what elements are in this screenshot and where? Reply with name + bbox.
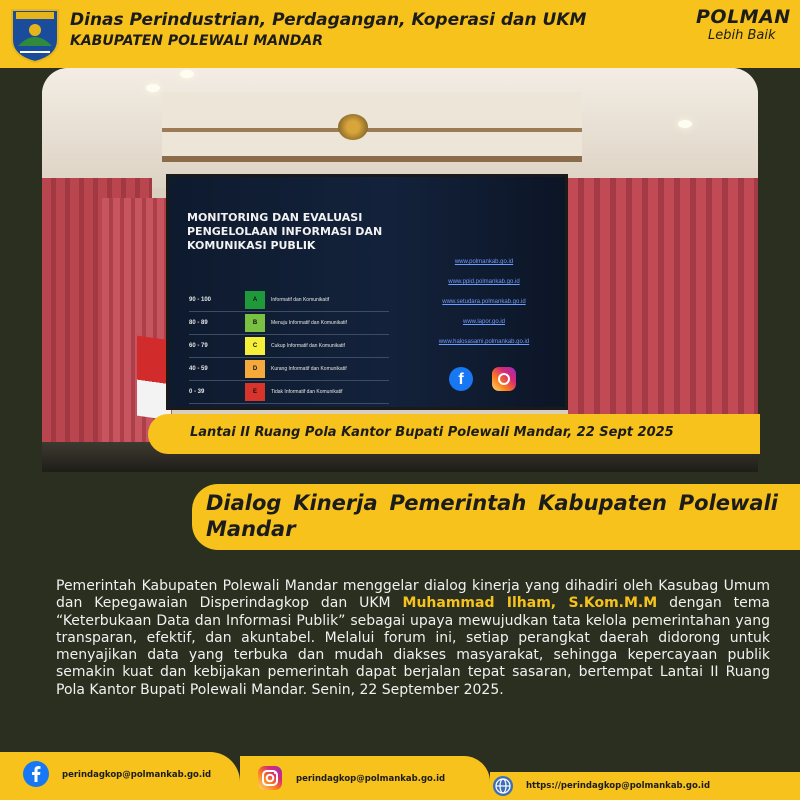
scale-label: Cukup Informatif dan Komunikatif xyxy=(271,343,345,349)
scale-grade: B xyxy=(245,314,265,332)
scale-range: 90 - 100 xyxy=(189,297,212,303)
instagram-icon xyxy=(256,764,284,792)
headline: Dialog Kinerja Pemerintah Kabupaten Polewali Mandar xyxy=(206,491,778,541)
facebook-handle[interactable]: perindagkop@polmankab.go.id xyxy=(62,770,212,780)
scale-label: Kurang Informatif dan Komunikatif xyxy=(271,366,347,372)
event-photo xyxy=(42,68,758,472)
regency-crest-icon xyxy=(8,6,62,64)
footer-instagram[interactable] xyxy=(240,756,490,800)
scale-label: Tidak Informatif dan Komunikatif xyxy=(271,389,343,395)
ceiling-light xyxy=(146,84,160,92)
scale-label: Informatif dan Komunikatif xyxy=(271,297,330,303)
screen-title: MONITORING DAN EVALUASI PENGELOLAAN INFORMASI DAN KOMUNIKASI PUBLIK xyxy=(187,211,383,252)
scale-row xyxy=(189,358,389,381)
footer-facebook[interactable] xyxy=(0,752,240,800)
body-part-1: Pemerintah Kabupaten Polewali Mandar menggelar dialog kinerja yang dihadiri oleh Kasubag Umum dan Kepegawaian Disperindagkop dan UKM xyxy=(56,578,770,612)
screen-link: www.halosasami.polmankab.go.id xyxy=(438,339,530,345)
scale-row xyxy=(189,312,389,335)
scale-grade: C xyxy=(245,337,265,355)
header xyxy=(0,0,800,68)
ceiling-beam xyxy=(162,92,582,162)
screen-link: www.lapor.go.id xyxy=(462,319,506,325)
highlight-name: Muhammad Ilham, S.Kom.M.M xyxy=(402,595,658,612)
scale-range: 80 - 89 xyxy=(189,320,208,326)
scale-grade: E xyxy=(245,383,265,401)
scale-range: 0 - 39 xyxy=(189,389,205,395)
garuda-emblem-icon xyxy=(338,114,368,140)
org-subtitle: KABUPATEN POLEWALI MANDAR xyxy=(70,33,324,49)
instagram-handle[interactable]: perindagkop@polmankab.go.id xyxy=(296,774,446,784)
location-banner xyxy=(148,414,760,454)
scale-range: 60 - 79 xyxy=(189,343,208,349)
ceiling-light xyxy=(180,70,194,78)
instagram-icon xyxy=(492,367,516,391)
screen-link: www.setudara.polmankab.go.id xyxy=(442,299,526,305)
footer-website[interactable] xyxy=(490,772,800,800)
scale-range: 40 - 59 xyxy=(189,366,208,372)
org-title: Dinas Perindustrian, Perdagangan, Koperasi dan UKM xyxy=(70,10,587,30)
headline-bar xyxy=(192,484,800,550)
body-part-2: dengan tema “Keterbukaan Data dan Informasi Publik” sebagai upaya mewujudkan tata kelola pemerintahan yang transparan, efektif, dan akuntabel. Melalui forum ini, setiap perangkat daerah didorong untuk menyajikan data yang terbuka dan mudah diakses masyarakat, sehingga kepercayaan publik semakin kuat dan kebijakan pemerintah dapat berjalan tepat sasaran, bertempat Lantai II Ruang Pola Kantor Bupati Polewali Mandar. Senin, 22 September 2025. xyxy=(56,595,771,698)
beam-line xyxy=(162,128,582,132)
scale-grade: D xyxy=(245,360,265,378)
facebook-icon: f xyxy=(449,367,473,391)
article-body xyxy=(56,578,770,699)
ceiling-light xyxy=(678,120,692,128)
brand-logo xyxy=(680,4,790,48)
facebook-icon xyxy=(22,760,50,788)
scale-row xyxy=(189,381,389,404)
scale-label: Menuju Informatif dan Komunikatif xyxy=(271,320,347,326)
screen-links xyxy=(409,259,559,359)
scale-row xyxy=(189,289,389,312)
location-text: Lantai II Ruang Pola Kantor Bupati Polewali Mandar, 22 Sept 2025 xyxy=(190,425,674,440)
website-url[interactable]: https://perindagkop@polmankab.go.id xyxy=(526,781,711,791)
presentation-screen xyxy=(166,174,568,410)
globe-icon xyxy=(492,775,514,797)
screen-link: www.polmankab.go.id xyxy=(454,259,514,265)
brand-tagline: Lebih Baik xyxy=(708,28,776,43)
brand-name: POLMAN xyxy=(696,6,791,28)
screen-link: www.ppid.polmankab.go.id xyxy=(448,279,520,285)
scale-grade: A xyxy=(245,291,265,309)
score-scale xyxy=(189,289,389,404)
scale-row xyxy=(189,335,389,358)
